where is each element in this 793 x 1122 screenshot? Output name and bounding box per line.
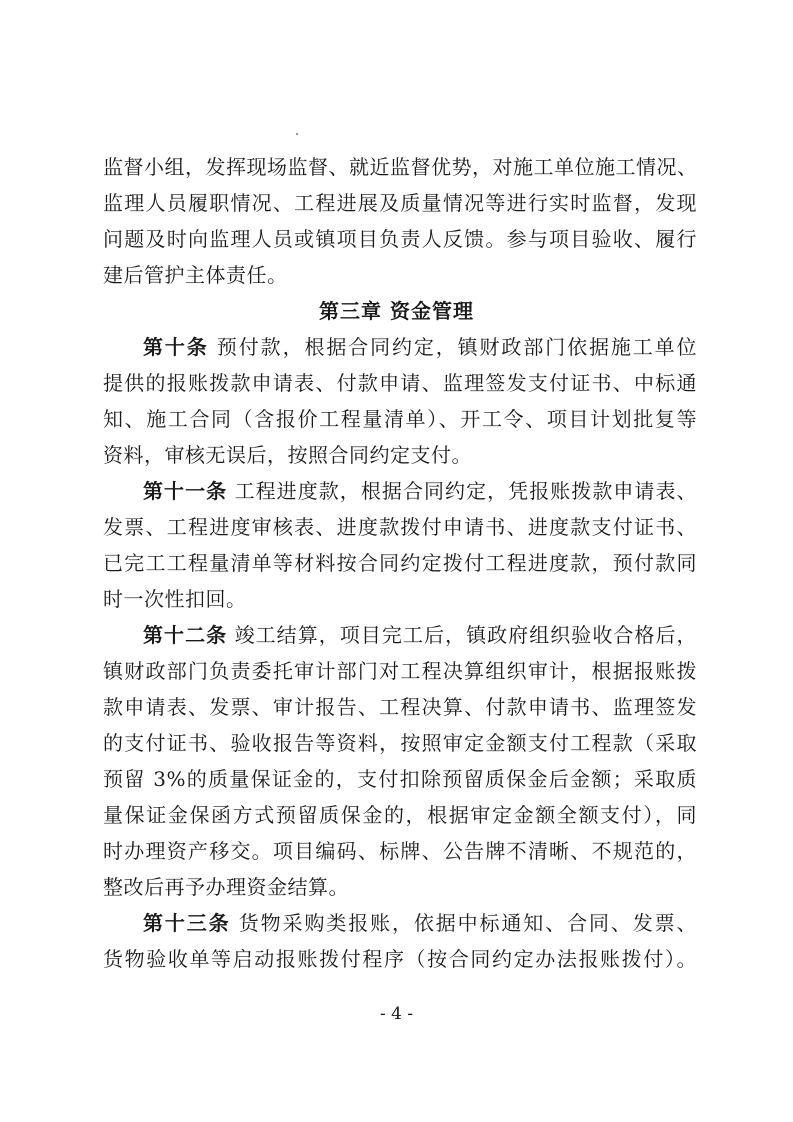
article-first-line xyxy=(143,620,697,650)
article-first-line xyxy=(143,332,697,362)
body-line: 的支付证书、验收报告等资料，按照审定金额支付工程款（采取 xyxy=(103,731,697,755)
body-line: 监理人员履职情况、工程进展及质量情况等进行实时监督，发现 xyxy=(103,191,697,215)
article-first-line xyxy=(143,908,697,938)
article-text: 货物采购类报账，依据中标通知、合同、发票、 xyxy=(230,911,698,935)
body-line: 提供的报账拨款申请表、付款申请、监理签发支付证书、中标通 xyxy=(103,371,697,395)
body-line: 知、施工合同（含报价工程量清单）、开工令、项目计划批复等 xyxy=(103,407,697,431)
body-line: 整改后再予办理资金结算。 xyxy=(103,875,349,899)
article-number: 第十一条 xyxy=(143,479,228,503)
chapter-heading: 第三章 资金管理 xyxy=(319,299,474,323)
body-line: 发票、工程进度审核表、进度款拨付申请书、进度款支付证书、 xyxy=(103,515,697,539)
body-line: 预留 3%的质量保证金的，支付扣除预留质保金后金额；采取质 xyxy=(103,767,697,791)
body-line: 款申请表、发票、审计报告、工程决算、付款申请书、监理签发 xyxy=(103,695,697,719)
body-line: 时办理资产移交。项目编码、标牌、公告牌不清晰、不规范的， xyxy=(103,839,697,863)
article-number: 第十三条 xyxy=(143,911,231,935)
body-line: 时一次性扣回。 xyxy=(103,587,247,611)
body-line: 建后管护主体责任。 xyxy=(103,263,288,287)
body-line: 已完工工程量清单等材料按合同约定拨付工程进度款，预付款同 xyxy=(103,551,697,575)
article-first-line xyxy=(143,476,697,506)
body-line: 问题及时向监理人员或镇项目负责人反馈。参与项目验收、履行 xyxy=(103,227,697,251)
body-line: 量保证金保函方式预留质保金的，根据审定金额全额支付），同 xyxy=(103,803,697,827)
scan-speck xyxy=(296,133,298,135)
article-number: 第十二条 xyxy=(143,623,228,647)
body-line: 货物验收单等启动报账拨付程序（按合同约定办法报账拨付）。 xyxy=(103,947,697,971)
body-line: 资料，审核无误后，按照合同约定支付。 xyxy=(103,443,472,467)
body-line: 镇财政部门负责委托审计部门对工程决算组织审计，根据报账拨 xyxy=(103,659,697,683)
article-text: 工程进度款，根据合同约定，凭报账拨款申请表、 xyxy=(227,479,698,503)
body-line: 监督小组，发挥现场监督、就近监督优势，对施工单位施工情况、 xyxy=(103,155,698,179)
article-text: 竣工结算，项目完工后，镇政府组织验收合格后， xyxy=(227,623,698,647)
article-number: 第十条 xyxy=(143,335,209,359)
article-text: 预付款，根据合同约定，镇财政部门依据施工单位 xyxy=(208,335,698,359)
page-number: - 4 - xyxy=(379,1004,414,1024)
